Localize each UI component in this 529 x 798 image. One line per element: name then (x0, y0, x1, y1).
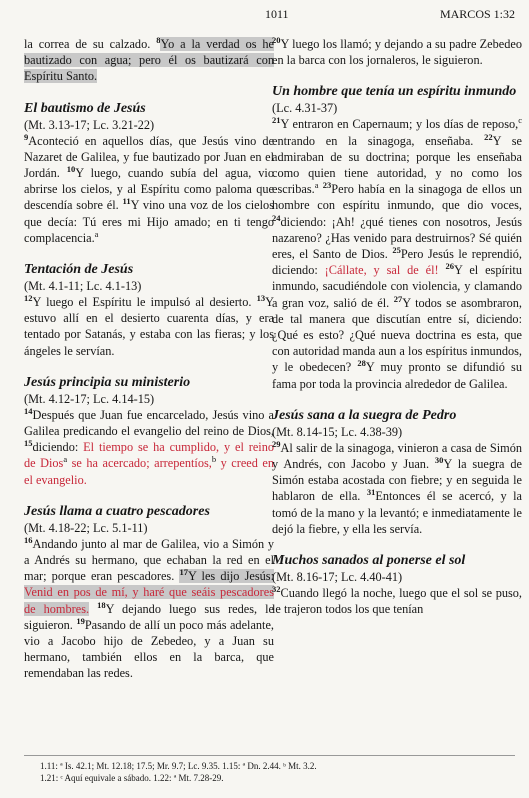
section-text: $^{20}$Y luego los llamó; y dejando a su padre Zebedeo en la barca con los jornaleros, le siguieron. (272, 34, 522, 68)
running-reference: MARCOS 1:32 (439, 7, 515, 21)
section-heading: Jesús sana a la suegra de Pedro (272, 407, 457, 423)
section-text: $^{16}$Andando junto al mar de Galilea, vio a Simón y a Andrés su hermano, que echaban la red en el mar; porque eran pescadores. $^{17}$Y les dijo Jesús: Venid en pos de mí, y haré que seáis pescadores de hombres. $^{18}$Y dejando luego sus redes, le siguieron. $^{19}$Pasando de allí un poco más adelante, vio a Jacobo hijo de Zebedeo, y a Juan su hermano, también ellos en la barca, que remendaban las redes. (24, 534, 275, 681)
footnote-line: 1.11: ª Is. 42.1; Mt. 12.18; 17.5; Mr. 9.7; Lc. 9.35. 1.15: ª Dn. 2.44. ᵇ Mt. 3.2. (40, 761, 317, 771)
parallel-references: (Mt. 8.16-17; Lc. 4.40-41) (272, 570, 403, 585)
parallel-references: (Mt. 3.13-17; Lc. 3.21-22) (24, 117, 155, 132)
page-header (0, 7, 529, 25)
highlighted-text: Yo a la verdad os he bautizado con agua; pero él os bautizará con Espíritu Santo. (24, 37, 274, 84)
right-column (272, 36, 522, 617)
footnotes (40, 760, 510, 784)
words-of-jesus: El tiempo se ha cumplido, y el reino de Dios (24, 440, 274, 471)
footnote-separator (24, 755, 515, 756)
section-text: $^9$Aconteció en aquellos días, que Jesús vino de Nazaret de Galilea, y fue bautizado por Juan en el Jordán. $^{10}$Y luego, cuando subía del agua, vio abrirse los cielos, y al Espíritu como paloma que descendía sobre él. $^{11}$Y vino una voz de los cielos que decía: Tú eres mi Hijo amado; en ti tengo complacencia.$^a$ (24, 131, 274, 245)
section-text: $^{29}$Al salir de la sinagoga, vinieron a casa de Simón y Andrés, con Jacobo y Juan. $^{30}$Y la suegra de Simón estaba acostada con fiebre; y en seguida le hablaron de ella. $^{31}$Entonces él se acercó, y la tomó de la mano y la levantó; e inmediatamente le dejó la fiebre, y ella les servía. (272, 438, 522, 536)
words-of-jesus: Venid en pos de mí, y haré que seáis pescadores de hombres. (24, 585, 274, 616)
parallel-references: (Mt. 4.18-22; Lc. 5.1-11) (24, 520, 148, 535)
section-text: $^{12}$Y luego el Espíritu le impulsó al desierto. $^{13}$Y estuvo allí en el desierto cuarenta días, y era tentado por Satanás, y estaba con las fieras; y los ángeles le servían. (24, 292, 274, 358)
section-heading: Un hombre que tenía un espíritu inmundo (272, 84, 517, 100)
parallel-references: (Mt. 8.14-15; Lc. 4.38-39) (272, 424, 403, 439)
section-text: $^{21}$Y entraron en Capernaum; y los días de reposo,$^c$ entrando en la sinagoga, enseñaba. $^{22}$Y se admiraban de su doctrina; porque les enseñaba como quien tiene autoridad, y no como los escribas.$^a$ $^{23}$Pero había en la sinagoga de ellos un hombre con espíritu inmundo, que dio voces, $^{24}$diciendo: ¡Ah! ¿qué tienes con nosotros, Jesús nazareno? ¿Has venido para destruirnos? Sé quién eres, el Santo de Dios. $^{25}$Pero Jesús le reprendió, diciendo: ¡Cállate, y sal de él! $^{26}$Y el espíritu inmundo, sacudiéndole con violencia, y clamando a gran voz, salió de él. $^{27}$Y todos se asombraron, de tal manera que discutían entre sí, diciendo: ¿Qué es esto? ¿Qué nueva doctrina es esta, que con autoridad manda aun a los espíritus inmundos, y le obedecen? $^{28}$Y muy pronto se difundió su fama por toda la provincia alrededor de Galilea. (272, 115, 523, 391)
footnote-line: 1.21: ᶜ Aquí equivale a sábado. 1.22: ª Mt. 7.28-29. (40, 773, 224, 783)
section-heading: Jesús llama a cuatro pescadores (24, 503, 210, 519)
verse-7-end: la correa de su calzado. $^8$Yo a la verdad os he bautizado con agua; pero él os bautizará con Espíritu Santo. (24, 34, 274, 84)
section-heading: Jesús principia su ministerio (24, 374, 191, 390)
section-text: $^{14}$Después que Juan fue encarcelado, Jesús vino a Galilea predicando el evangelio del reino de Dios, $^{15}$diciendo: El tiempo se ha cumplido, y el reino de Dios$^a$ se ha acercado; arrepentíos,$^b$ y creed en el evangelio. (24, 405, 274, 487)
page-number: 1011 (265, 7, 289, 21)
left-column (24, 36, 274, 682)
section-heading: Tentación de Jesús (24, 262, 134, 278)
parallel-references: (Mt. 4.12-17; Lc. 4.14-15) (24, 391, 155, 406)
section-heading: Muchos sanados al ponerse el sol (272, 553, 466, 569)
section-heading: El bautismo de Jesús (24, 100, 146, 116)
parallel-references: (Lc. 4.31-37) (272, 101, 338, 116)
section-text: $^{32}$Cuando llegó la noche, luego que el sol se puso, le trajeron todos los que tenían (272, 583, 522, 617)
parallel-references: (Mt. 4.1-11; Lc. 4.1-13) (24, 279, 142, 294)
words-of-jesus: ¡Cállate, y sal de él! (324, 263, 439, 278)
